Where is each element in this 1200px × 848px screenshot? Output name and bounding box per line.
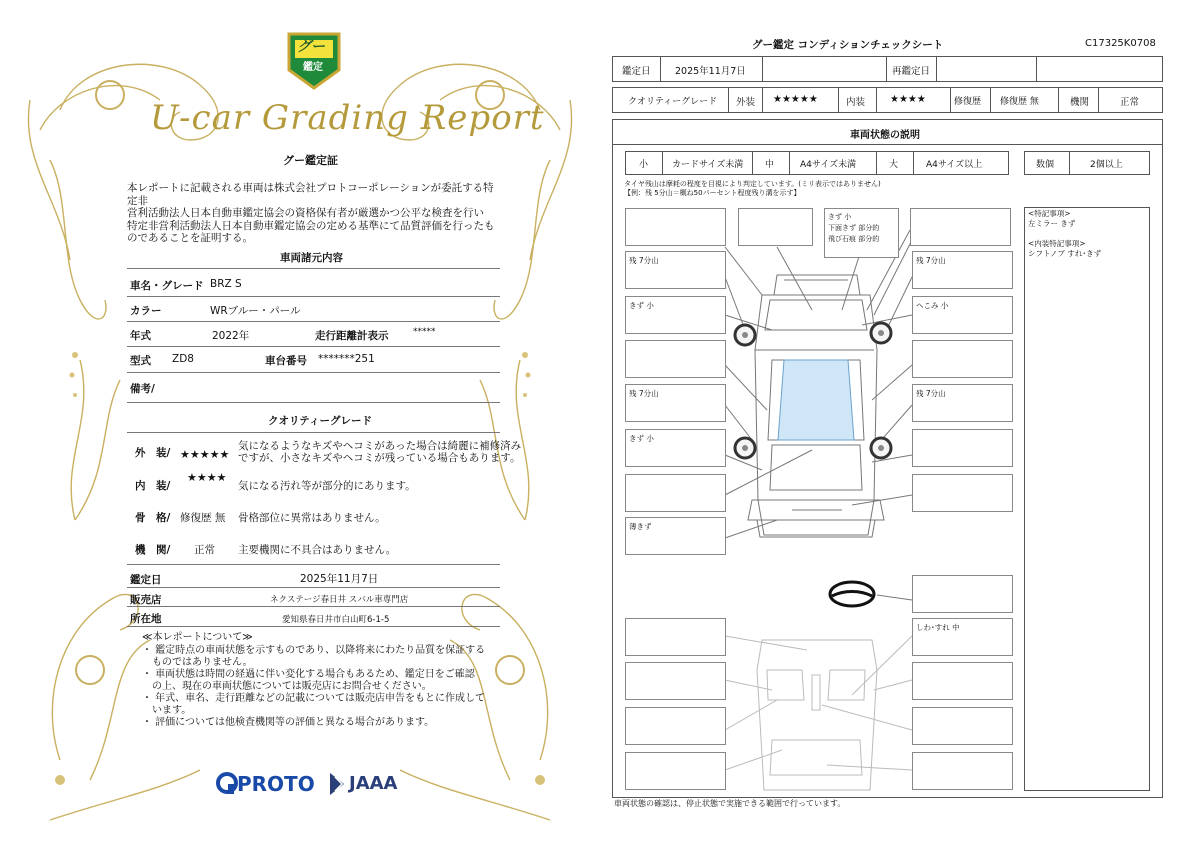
badge-bottom-text: 鑑定 — [303, 62, 323, 73]
chassis-value: *******251 — [318, 353, 375, 365]
model-label: 型式 — [130, 355, 151, 367]
legend-medium-desc: A4サイズ未満 — [800, 160, 857, 170]
interior-label: 内 装/ — [135, 480, 171, 492]
divider — [127, 564, 500, 565]
callout-box — [625, 662, 726, 700]
callout-box — [912, 575, 1013, 613]
notes-list: ・ 鑑定時点の車両状態を示すものであり、以降将来にわたり品質を保証する ものではありません。 ・ 車両状態は時間の経過に伴い変化する場合もあるため、鑑定日をご確認 の上、現在の車両状態については販売店にお問合せください。 ・ 年式、車名、走行距離などの記載については販売店申告をもとに作成して います。 ・ 評価については他検査機関等の評価と異なる場合があります。 — [142, 645, 486, 728]
callout-left-rear: きず 小 — [625, 429, 726, 467]
interior-stars: ★★★★ — [890, 94, 926, 105]
special-notes: <特記事項> 左ミラー きず <内装特記事項> シフトノブ すれ･きず — [1028, 209, 1102, 258]
certificate-statement: 本レポートに記載される車両は株式会社プロトコーポレーションが委託する特定非 営利活動法人日本自動車鑑定協会の資格保有者が厳選かつ公平な検査を行い 特定非営利活動法人日本自動車鑑定協会の定める基準にて品質評価を行ったも のであることを証明する。 — [127, 182, 495, 244]
dealer-value: ネクステージ春日井 スバル車専門店 — [270, 595, 409, 605]
model-value: ZD8 — [172, 353, 194, 365]
callout-right-front: へこみ 小 — [912, 296, 1013, 334]
date-value: 2025年11月7日 — [675, 66, 746, 77]
callout-right-front-tire: 残 7分山 — [912, 251, 1013, 289]
divider — [127, 268, 500, 269]
repair-value: 修復歴 無 — [1000, 97, 1039, 107]
reappraisal-label: 再鑑定日 — [892, 66, 931, 77]
callout-box — [625, 474, 726, 512]
interior-stars: ★★★★ — [187, 471, 227, 484]
remarks-label: 備考/ — [130, 383, 155, 395]
legend-small-desc: カードサイズ未満 — [672, 160, 744, 170]
callout-box — [625, 752, 726, 790]
legend-small: 小 — [639, 160, 649, 170]
divider — [127, 346, 500, 347]
exterior-label: 外 装/ — [135, 447, 171, 459]
frame-description: 骨格部位に異常はありません。 — [238, 512, 386, 524]
chassis-label: 車台番号 — [265, 355, 307, 367]
proto-logo-text: PROTO — [237, 772, 315, 796]
callout-box — [912, 474, 1013, 512]
address-value: 愛知県春日井市白山町6-1-5 — [282, 615, 390, 625]
divider — [127, 626, 500, 627]
divider — [127, 296, 500, 297]
color-value: WRブルー・パール — [210, 305, 301, 317]
frame-label: 骨 格/ — [135, 512, 171, 524]
specs-heading: 車両諸元内容 — [280, 252, 343, 264]
callout-box — [625, 208, 726, 246]
callout-rear: 薄きず — [625, 517, 726, 555]
report-title: U-car Grading Report — [150, 98, 545, 138]
divider — [127, 587, 500, 588]
callout-box — [912, 752, 1013, 790]
engine-description: 主要機関に不具合はありません。 — [238, 544, 397, 556]
callout-box — [912, 429, 1013, 467]
divider — [127, 321, 500, 322]
proto-logo-icon — [216, 772, 238, 796]
callout-left-front-tire: 残 7分山 — [625, 251, 726, 289]
callout-interior: しわ･すれ 中 — [912, 618, 1013, 656]
callout-box — [912, 662, 1013, 700]
notes-title: ≪本レポートについて≫ — [142, 632, 253, 643]
jaaa-logo-icon — [328, 771, 346, 797]
callout-box — [738, 208, 813, 246]
steering-wheel-icon — [830, 582, 874, 606]
jaaa-logo-text: JAAA — [349, 773, 398, 794]
divider — [127, 432, 500, 433]
interior-label: 内装 — [846, 97, 866, 108]
callout-box — [625, 618, 726, 656]
frame-value: 修復歴 無 — [180, 512, 226, 524]
repair-label: 修復歴 — [954, 97, 982, 107]
appraisal-date-label: 鑑定日 — [130, 574, 162, 586]
divider — [127, 402, 500, 403]
interior-description: 気になる汚れ等が部分的にあります。 — [238, 480, 416, 492]
legend-count-desc: 2個以上 — [1090, 160, 1123, 170]
callout-box — [625, 340, 726, 378]
tire-note: タイヤ残山は摩耗の程度を目視により判定しています。(ミリ表示ではありません) 【例：残 5分山＝概ね50パーセント程度残り溝を示す】 — [624, 180, 881, 197]
color-label: カラー — [130, 305, 162, 317]
date-label: 鑑定日 — [622, 66, 651, 77]
callout-box — [910, 208, 1011, 246]
callout-box — [912, 707, 1013, 745]
legend-medium: 中 — [765, 160, 775, 170]
year-label: 年式 — [130, 330, 151, 342]
vehicle-name-label: 車名・グレード — [130, 280, 204, 292]
vehicle-name: BRZ S — [210, 278, 242, 290]
divider — [127, 606, 500, 607]
engine-value: 正常 — [194, 544, 215, 556]
badge-top-text: グー — [297, 39, 325, 55]
sheet-title: グー鑑定 コンディションチェックシート — [752, 39, 944, 51]
divider — [127, 372, 500, 373]
engine-value: 正常 — [1120, 97, 1140, 108]
exterior-description: 気になるようなキズやヘコミがあった場合は綺麗に補修済み ですが、小さなキズやヘコミが残っている場合もあります。 — [238, 440, 522, 464]
mileage-value: ***** — [413, 327, 436, 337]
grade-label: クオリティーグレード — [628, 97, 718, 107]
special-notes-box — [1024, 207, 1150, 791]
engine-label: 機 関/ — [135, 544, 171, 556]
dealer-label: 販売店 — [130, 594, 162, 606]
callout-right-rear-tire: 残 7分山 — [912, 384, 1013, 422]
certificate-subtitle: グー鑑定証 — [283, 154, 338, 167]
engine-label: 機関 — [1070, 97, 1090, 108]
appraisal-date: 2025年11月7日 — [300, 573, 379, 585]
callout-left-front: きず 小 — [625, 296, 726, 334]
year-value: 2022年 — [212, 330, 250, 342]
exterior-stars: ★★★★★ — [180, 448, 230, 461]
exterior-label: 外装 — [736, 97, 756, 108]
sheet-code: C17325K0708 — [1085, 38, 1156, 49]
callout-box — [912, 340, 1013, 378]
sheet-footer: 車両状態の確認は、停止状態で実施できる範囲で行っています。 — [614, 799, 846, 808]
callout-left-rear-tire: 残 7分山 — [625, 384, 726, 422]
callout-box — [625, 707, 726, 745]
address-label: 所在地 — [130, 613, 162, 625]
legend-large-desc: A4サイズ以上 — [926, 160, 983, 170]
grade-heading: クオリティーグレード — [268, 415, 372, 427]
condition-heading: 車両状態の説明 — [850, 130, 920, 141]
exterior-stars: ★★★★★ — [773, 94, 818, 105]
callout-top: きず 小 下面きず 部分的 飛び石痕 部分的 — [824, 208, 899, 258]
legend-count: 数個 — [1036, 160, 1055, 170]
legend-large: 大 — [889, 160, 899, 170]
mileage-label: 走行距離計表示 — [315, 330, 389, 342]
